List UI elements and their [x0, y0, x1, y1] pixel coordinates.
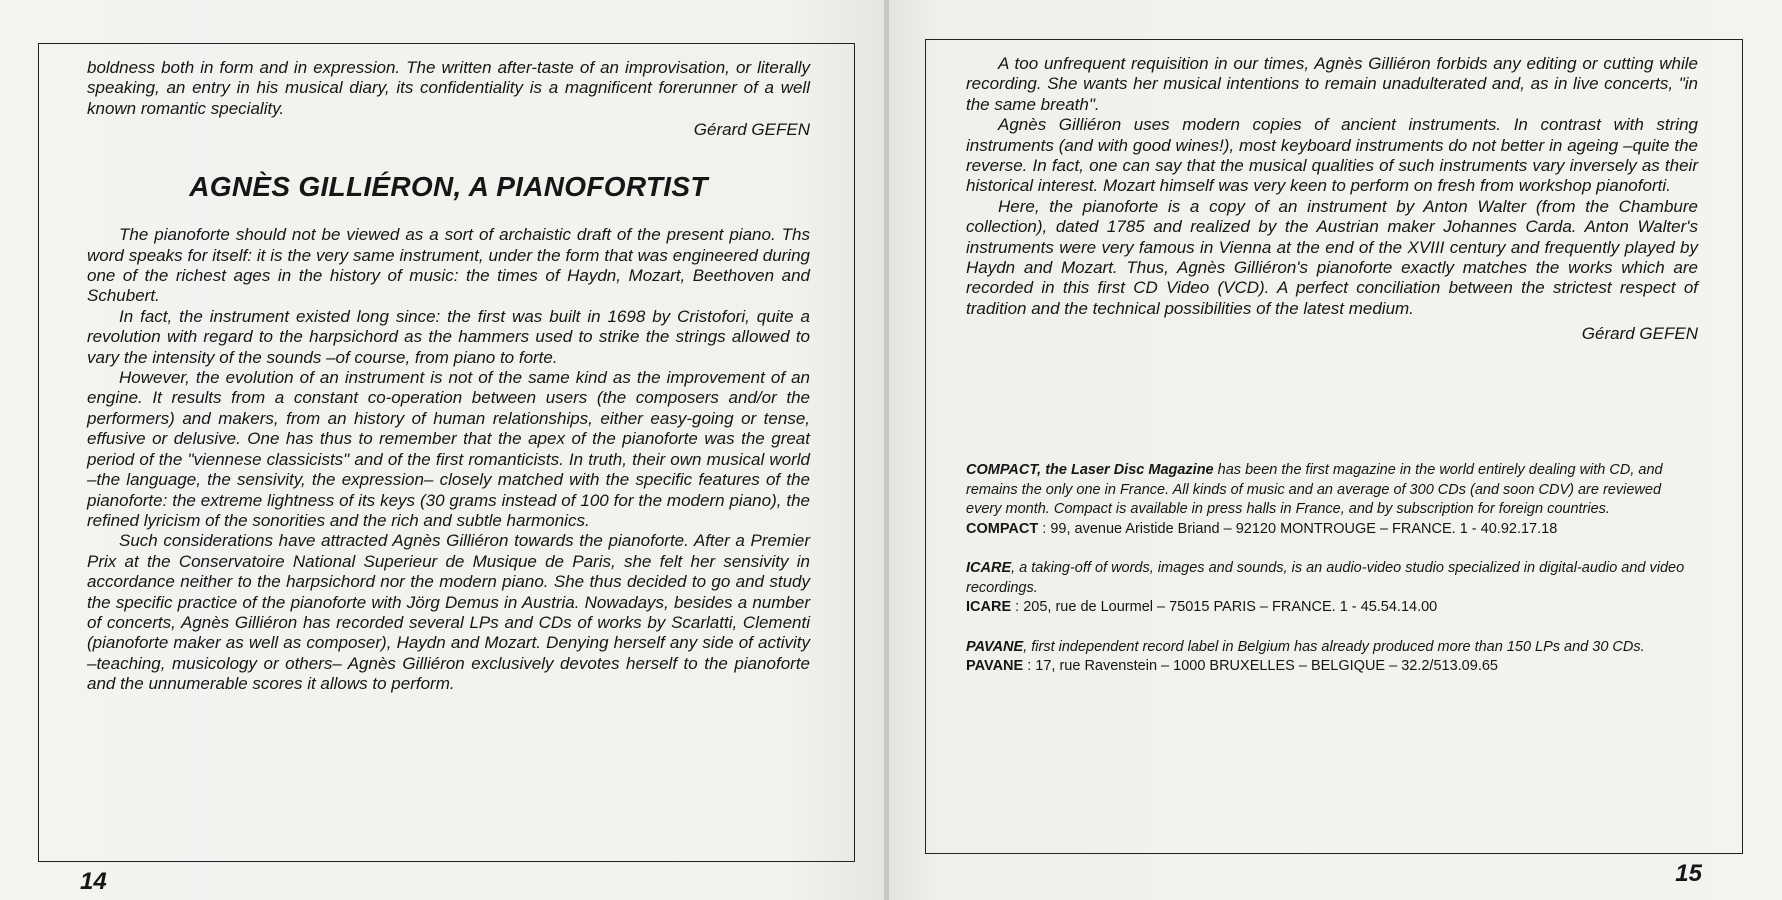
article-title: AGNÈS GILLIÉRON, A PIANOFORTIST: [189, 171, 708, 203]
right-page: [889, 0, 1782, 900]
info-block-pavane: [966, 638, 1698, 677]
paragraph-1: The pianoforte should not be viewed as a sort of archaistic draft of the present piano. Ths word speaks for itself: it is the very same instrument, under the form that was engineered during one of the richest ages in the history of music: the times of Haydn, Mozart, Beethoven and Schubert.: [87, 225, 810, 306]
intro-signature: Gérard GEFEN: [693, 120, 810, 140]
signature: Gérard GEFEN: [1581, 324, 1698, 344]
spacer: [966, 345, 1698, 461]
address-compact: : 99, avenue Aristide Briand – 92120 MONTROUGE – FRANCE. 1 - 40.92.17.18: [1038, 520, 1558, 537]
page-number-left: 14: [80, 868, 107, 895]
paragraph-2: In fact, the instrument existed long since: the first was built in 1698 by Cristofori, quite a revolution with regard to the harpsichord as the hammers used to strike the strings allowed to vary the intensity of the sounds –of course, from piano to forte.: [87, 306, 810, 367]
info-block-compact: [966, 461, 1698, 539]
intro-paragraph: boldness both in form and in expression. The written after-taste of an improvisation, or literally speaking, an entry in his musical diary, its confidentiality is a magnificent forerunner of a well known romantic speciality.: [87, 58, 810, 118]
address-name-compact: COMPACT: [966, 520, 1039, 537]
page-number-right: 15: [1675, 860, 1702, 887]
paragraph-right-1: A too unfrequent requisition in our times, Agnès Gilliéron forbids any editing or cutting while recording. She wants her musical intentions to remain unadulterated and, as in live concerts, "in the same breath".: [966, 54, 1698, 114]
paragraph-3: However, the evolution of an instrument is not of the same kind as the improvement of an engine. It results from a constant co-operation between users (the composers and/or the performers) and makers, from an history of human relationships, either easy-going or tense, effusive or delusive. One has thus to remember that the apex of the pianoforte was the great period of the "viennese classicists" and of the first romanticists. In truth, their own musical world –the language, the sensivity, the expression– closely matched with the specific features of the pianoforte: the extreme lightness of its keys (30 grams instead of 100 for the modern piano), the refined lyricism of the sonorities and the rich and subtle harmonics.: [87, 368, 810, 530]
left-page: [0, 0, 884, 900]
address-name-icare: ICARE: [966, 599, 1012, 616]
info-name-pavane: PAVANE: [966, 638, 1024, 655]
paragraph-4: Such considerations have attracted Agnès Gilliéron towards the pianoforte. After a Premier Prix at the Conservatoire National Superieur de Musique de Paris, she felt her sensivity in accordance neither to the harpsichord nor the modern piano. She thus decided to go and study the specific practice of the pianoforte with Jörg Demus in Austria. Nowadays, besides a number of concerts, Agnès Gilliéron has recorded several LPs and CDs of works by Scarlatti, Clementi (pianoforte maker as well as composer), Haydn and Mozart. Denying herself any side of activity –teaching, musicology or others– Agnès Gilliéron exclusively devotes herself to the pianoforte and the unnumerable scores it allows to perform.: [87, 531, 810, 694]
info-desc-compact: has been the first magazine in the world entirely dealing with CD, and remains the only one in France. All kinds of music and an average of 300 CDs (and soon CDV) are reviewed every month. Compact is available in press halls in France, and by subscription for foreign countries.: [966, 462, 1663, 518]
paragraph-right-3: Here, the pianoforte is a copy of an instrument by Anton Walter (from the Chambure collection), dated 1785 and realized by the Austrian maker Johannes Carda. Anton Walter's instruments were very famous in Vienna at the end of the XVIII century and frequently played by Haydn and Mozart. Thus, Agnès Gilliéron's pianoforte exactly matches the works which are recorded in this first CD Video (VCD). A perfect conciliation between the strictest respect of tradition and the technical possibilities of the latest medium.: [966, 196, 1698, 318]
info-desc-icare: , a taking-off of words, images and sounds, is an audio-video studio specialized in digital-audio and video recordings.: [966, 560, 1685, 596]
info-name-compact: COMPACT, the Laser Disc Magazine: [966, 462, 1214, 479]
info-name-icare: ICARE: [966, 560, 1012, 577]
right-text-frame: [925, 39, 1743, 854]
info-block-icare: [966, 559, 1698, 618]
address-pavane: : 17, rue Ravenstein – 1000 BRUXELLES – BELGIQUE – 32.2/513.09.65: [1023, 658, 1498, 675]
left-text-frame: [38, 43, 855, 862]
address-name-pavane: PAVANE: [966, 658, 1024, 675]
info-desc-pavane: , first independent record label in Belgium has already produced more than 150 LPs and 30 CDs.: [1023, 638, 1645, 655]
address-icare: : 205, rue de Lourmel – 75015 PARIS – FRANCE. 1 - 45.54.14.00: [1011, 599, 1438, 616]
paragraph-right-2: Agnès Gilliéron uses modern copies of ancient instruments. In contrast with string instruments (and with good wines!), most keyboard instruments do not better in ageing –quite the reverse. In fact, one can say that the musical qualities of such instruments vary inversely as their historical interest. Mozart himself was very keen to perform on fresh from workshop pianoforti.: [966, 115, 1698, 196]
